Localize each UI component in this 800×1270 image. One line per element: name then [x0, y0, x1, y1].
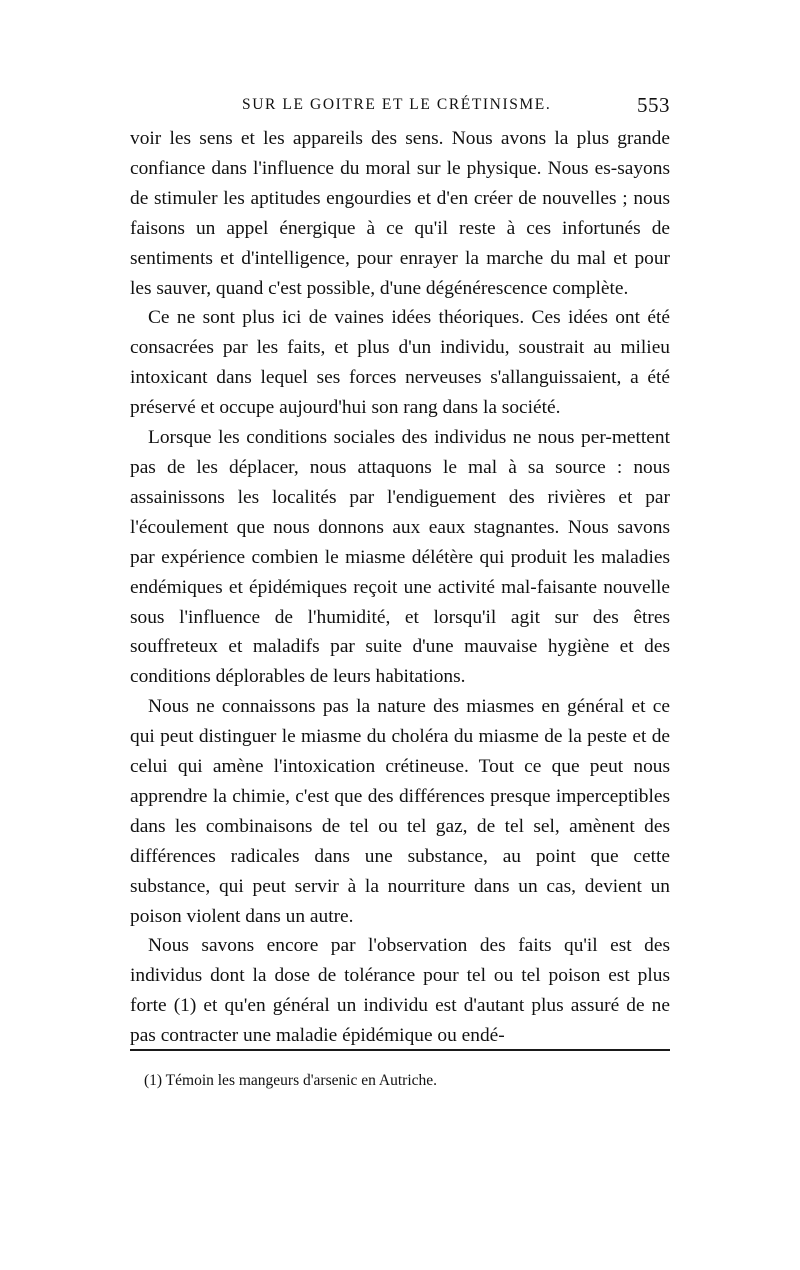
paragraph-continuation: voir les sens et les appareils des sens. Nous avons la plus grande confiance dans l'influence du moral sur le physique. Nous es-sayons de stimuler les aptitudes engourdies et d'en créer de nouvelles ; nous faisons un appel énergique à ce qu'il reste à ces infortunés de sentiments et d'intelligence, pour enrayer la marche du mal et pour les sauver, quand c'est possible, d'une dégénérescence complète.: [130, 128, 670, 299]
paragraph: Nous savons encore par l'observation des faits qu'il est des individus dont la dose de tolérance pour tel ou tel poison est plus forte (1) et qu'en général un individu est d'autant plus assuré de ne pas contracter une maladie épidémique ou endé-: [130, 935, 670, 1047]
paragraph: Lorsque les conditions sociales des individus ne nous per-mettent pas de les déplacer, nous attaquons le mal à sa source : nous assainissons les localités par l'endiguement des rivières et par l'écoulement que nous donnons aux eaux stagnantes. Nous savons par expérience combien le miasme délétère qui produit les maladies endémiques et épidémiques reçoit une activité mal-faisante nouvelle sous l'influence de l'humidité, et lorsqu'il agit sur des êtres souffreteux et maladifs par suite d'une mauvaise hygiène et des conditions déplorables de leurs habitations.: [130, 427, 670, 688]
body-text: [130, 124, 670, 1051]
paragraph: Ce ne sont plus ici de vaines idées théoriques. Ces idées ont été consacrées par les faits, et plus d'un individu, soustrait au milieu intoxicant dans lequel ses forces nerveuses s'allanguissaient, a été préservé et occupe aujourd'hui son rang dans la société.: [130, 307, 670, 419]
running-head: [130, 92, 670, 118]
footnote: (1) Témoin les mangeurs d'arsenic en Autriche.: [144, 1072, 438, 1089]
running-title: SUR LE GOITRE ET LE CRÉTINISME.: [242, 96, 552, 113]
footnote-separator: [130, 1049, 670, 1051]
paragraph: Nous ne connaissons pas la nature des miasmes en général et ce qui peut distinguer le miasme du choléra du miasme de la peste et de celui qui amène l'intoxication crétineuse. Tout ce que peut nous apprendre la chimie, c'est que des différences presque imperceptibles dans les combinaisons de tel ou tel gaz, de tel sel, amènent des différences radicales dans une substance, au point que cette substance, qui peut servir à la nourriture dans un cas, devient un poison violent dans un autre.: [130, 696, 670, 927]
page-number: 553: [637, 93, 670, 117]
